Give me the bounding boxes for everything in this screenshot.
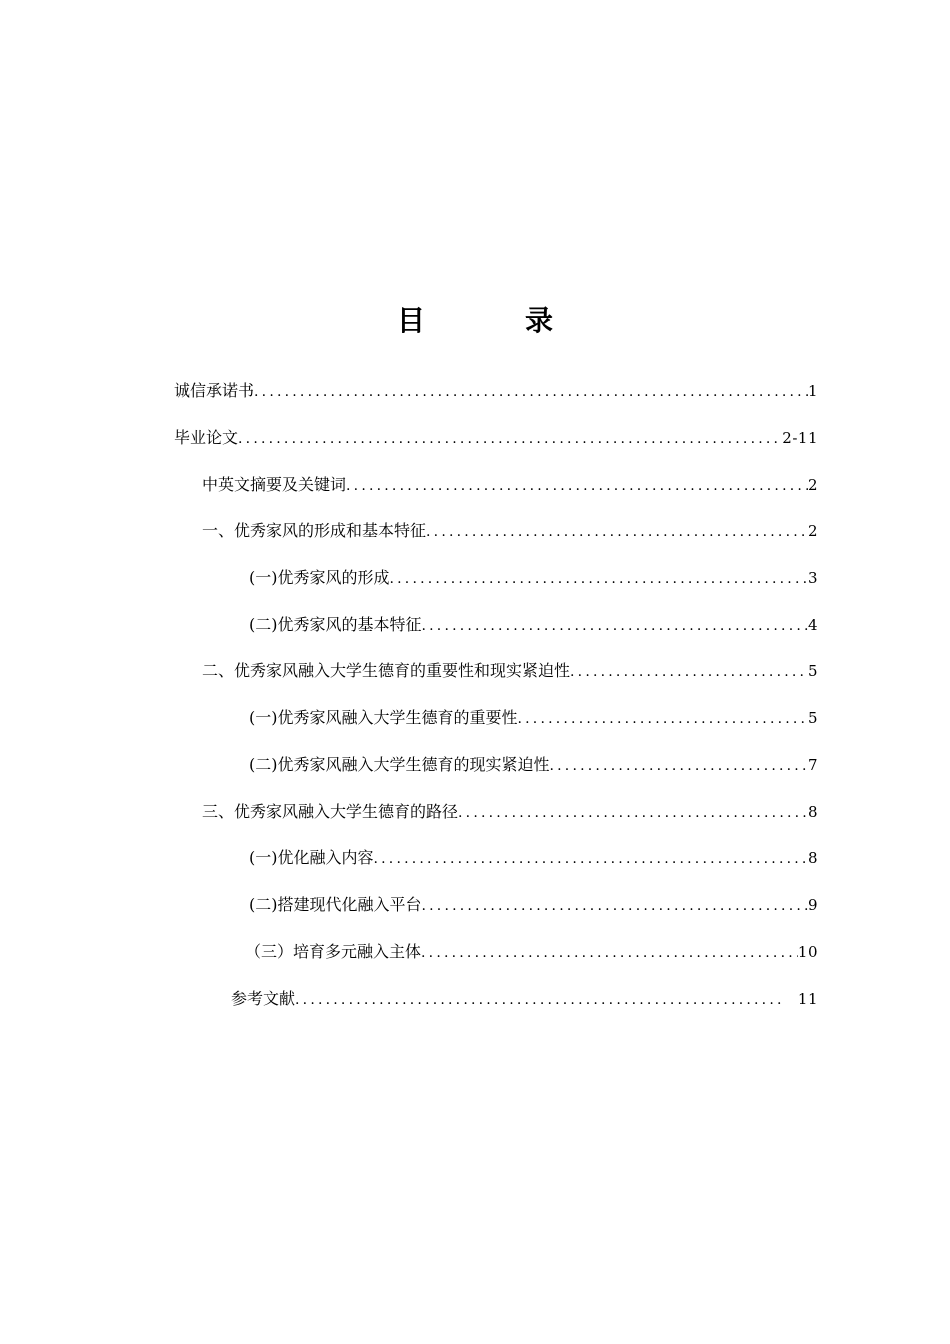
toc-entry-label: (二)优秀家风的基本特征 bbox=[249, 615, 422, 634]
toc-dot-leader bbox=[390, 567, 808, 591]
toc-dot-leader bbox=[458, 801, 808, 825]
toc-entry-label: 中英文摘要及关键词 bbox=[202, 475, 347, 494]
toc-entry-label: 一、优秀家风的形成和基本特征 bbox=[202, 521, 427, 540]
toc-entry-integrity-pledge[interactable] bbox=[174, 379, 818, 403]
toc-dot-leader bbox=[374, 847, 808, 871]
toc-dot-leader bbox=[422, 614, 808, 638]
toc-entry-page: 5 bbox=[807, 709, 818, 727]
toc-entry-section-1-2[interactable] bbox=[249, 613, 818, 637]
toc-entry-label: (二)搭建现代化融入平台 bbox=[249, 895, 422, 914]
toc-entry-page: 3 bbox=[807, 569, 818, 587]
toc-entry-label: (一)优秀家风融入大学生德育的重要性 bbox=[249, 708, 518, 727]
toc-entry-label: （三）培育多元融入主体 bbox=[245, 942, 422, 961]
toc-dot-leader bbox=[421, 941, 798, 965]
toc-entry-references[interactable] bbox=[231, 987, 818, 1011]
toc-entry-label: 参考文献 bbox=[231, 989, 296, 1008]
toc-entry-page: 2 bbox=[807, 476, 818, 494]
toc-dot-leader bbox=[550, 754, 808, 778]
toc-entry-section-2-2[interactable] bbox=[249, 753, 818, 777]
toc-entry-label: 诚信承诺书 bbox=[174, 381, 255, 400]
toc-entry-label: 三、优秀家风融入大学生德育的路径 bbox=[202, 802, 459, 821]
toc-dot-leader bbox=[422, 894, 808, 918]
toc-entry-page: 8 bbox=[807, 849, 818, 867]
toc-entry-label: (一)优化融入内容 bbox=[249, 848, 374, 867]
toc-entry-page: 11 bbox=[797, 990, 818, 1008]
toc-entry-section-2-1[interactable] bbox=[249, 706, 818, 730]
toc-entry-section-1[interactable] bbox=[202, 519, 818, 543]
toc-dot-leader bbox=[570, 660, 808, 684]
toc-entry-label: 二、优秀家风融入大学生德育的重要性和现实紧迫性 bbox=[202, 661, 571, 680]
toc-entry-thesis[interactable] bbox=[174, 426, 818, 450]
toc-entry-page: 10 bbox=[797, 943, 818, 961]
toc-dot-leader bbox=[238, 427, 782, 451]
page-title: 目 录 bbox=[396, 304, 589, 337]
toc-entry-page: 5 bbox=[807, 662, 818, 680]
toc-entry-label: 毕业论文 bbox=[174, 428, 239, 447]
toc-entry-page: 1 bbox=[807, 382, 818, 400]
toc-entry-abstract-keywords[interactable] bbox=[202, 473, 818, 497]
toc-entry-label: (一)优秀家风的形成 bbox=[249, 568, 390, 587]
toc-dot-leader bbox=[518, 707, 808, 731]
toc-entry-label: (二)优秀家风融入大学生德育的现实紧迫性 bbox=[249, 755, 550, 774]
toc-entry-section-1-1[interactable] bbox=[249, 566, 818, 590]
toc-dot-leader bbox=[254, 380, 808, 404]
toc-entry-page: 9 bbox=[807, 896, 818, 914]
toc-entry-section-3-3[interactable] bbox=[245, 940, 818, 964]
toc-dot-leader bbox=[295, 988, 784, 1012]
toc-dot-leader bbox=[426, 520, 808, 544]
toc-entry-section-3[interactable] bbox=[202, 800, 818, 824]
toc-entry-page: 7 bbox=[807, 756, 818, 774]
toc-entry-section-2[interactable] bbox=[202, 659, 818, 683]
toc-entry-section-3-1[interactable] bbox=[249, 846, 818, 870]
toc-entry-page: 8 bbox=[807, 803, 818, 821]
toc-entry-page: 4 bbox=[807, 616, 818, 634]
toc-entry-page: 2-11 bbox=[782, 429, 818, 447]
toc-entry-page: 2 bbox=[807, 522, 818, 540]
toc-dot-leader bbox=[346, 474, 808, 498]
toc-entry-section-3-2[interactable] bbox=[249, 893, 818, 917]
